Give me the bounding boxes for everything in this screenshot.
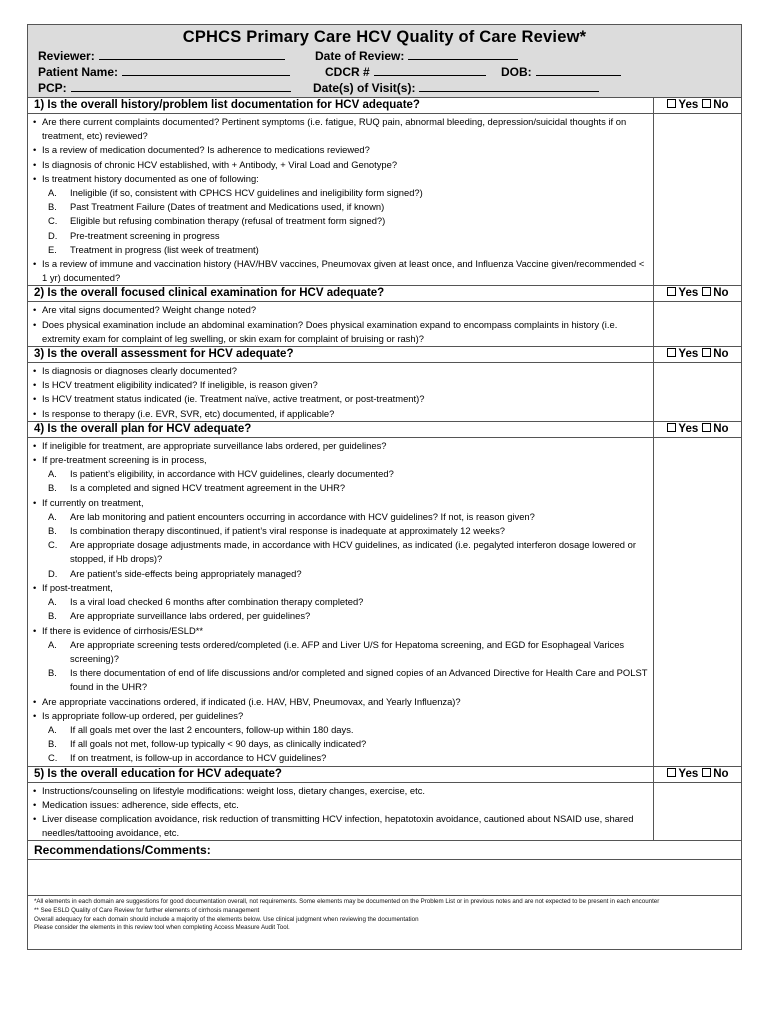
checklist-subitem: [33, 200, 649, 214]
no-checkbox[interactable]: [702, 99, 711, 108]
checklist-subitem: [33, 229, 649, 243]
subitem-letter: A.: [48, 510, 57, 522]
yes-checkbox[interactable]: [667, 99, 676, 108]
checklist-item: • If ineligible for treatment, are appropriate surveillance labs ordered, per guidelines?: [33, 439, 649, 453]
subitem-text: Are appropriate screening tests ordered/completed (i.e. AFP and Liver U/S for Hepatoma screening, and EGD for Esophageal Varices screening)?: [70, 638, 625, 664]
checklist: [28, 302, 654, 346]
subitem-letter: B.: [48, 201, 57, 213]
subitem-letter: C.: [48, 215, 58, 227]
question-row: [28, 422, 741, 438]
cdcr-label: CDCR #: [325, 65, 370, 79]
yes-checkbox[interactable]: [667, 287, 676, 296]
question-text: 1) Is the overall history/problem list documentation for HCV adequate?: [28, 98, 654, 113]
checklist-subitem: [33, 638, 649, 666]
checklist-item: • Is response to therapy (i.e. EVR, SVR, etc) documented, if applicable?: [33, 407, 649, 421]
checklist-item: • Does physical examination include an abdominal examination? Does physical examination expand to encompass complaints in history (i.e. extremity exam for complaint of leg swelling, or skin exam for complaint of bruising or rash)?: [33, 318, 649, 346]
footnote: ** See ESLD Quality of Care Review for further elements of cirrhosis management: [34, 906, 260, 914]
checklist-item: • Liver disease complication avoidance, risk reduction of transmitting HCV infection, hepatotoxin avoidance, cautioned about NSAID use, shared needles/tattooing avoidance, etc.: [33, 812, 649, 840]
section-body: [28, 302, 741, 347]
subitem-letter: D.: [48, 567, 58, 579]
answer-column: [654, 363, 741, 421]
yes-label: Yes: [678, 767, 699, 780]
no-checkbox[interactable]: [702, 348, 711, 357]
section-4: [28, 422, 741, 767]
subitem-letter: A.: [48, 468, 57, 480]
checklist-item: • Is a review of immune and vaccination history (HAV/HBV vaccines, Pneumovax given at least once, and Influenza Vaccine given/recommended < 1 yr) documented?: [33, 257, 649, 285]
checklist-subitem: [33, 214, 649, 228]
subitem-text: Are appropriate dosage adjustments made, in accordance with HCV guidelines, as indicated (i.e. pegalyted interferon dosage lowered or stopped, if Hb drops)?: [70, 539, 636, 565]
yes-no-group: [654, 767, 741, 782]
subitem-text: If all goals not met, follow-up typically < 90 days, as clinically indicated?: [70, 738, 367, 750]
no-checkbox[interactable]: [702, 423, 711, 432]
subitem-letter: D.: [48, 229, 58, 241]
no-label: No: [713, 287, 729, 300]
form-header: [28, 25, 741, 98]
yes-label: Yes: [678, 287, 699, 300]
yes-no-group: [654, 98, 741, 113]
yes-label: Yes: [678, 348, 699, 361]
checklist-item: • Is a review of medication documented? Is adherence to medications reviewed?: [33, 143, 649, 157]
no-label: No: [713, 348, 729, 361]
checklist-item: • If post-treatment,: [33, 581, 649, 595]
checklist-item: • If pre-treatment screening is in process,: [33, 453, 649, 467]
footnote: Please consider the elements in this review tool when completing Access Measure Audit Tool.: [34, 924, 290, 932]
yes-checkbox[interactable]: [667, 348, 676, 357]
section-body: [28, 114, 741, 286]
checklist: [28, 438, 654, 766]
checklist: [28, 114, 654, 285]
no-label: No: [713, 767, 729, 780]
checklist-item: • Medication issues: adherence, side effects, etc.: [33, 798, 649, 812]
checklist-subitem: [33, 723, 649, 737]
date-of-review-field[interactable]: [315, 48, 518, 63]
question-text: 4) Is the overall plan for HCV adequate?: [28, 422, 654, 437]
section-body: [28, 783, 741, 842]
yes-checkbox[interactable]: [667, 768, 676, 777]
recommendations-label: Recommendations/Comments:: [28, 841, 741, 860]
checklist-item: • Is diagnosis of chronic HCV established, with + Antibody, + Viral Load and Genotype?: [33, 158, 649, 172]
question-text: 3) Is the overall assessment for HCV adequate?: [28, 347, 654, 362]
checklist: [28, 783, 654, 841]
checklist-item: • Is treatment history documented as one of following:: [33, 172, 649, 186]
checklist-item: • Are appropriate vaccinations ordered, if indicated (i.e. HAV, HBV, Pneumovax, and Yearly Influenza)?: [33, 695, 649, 709]
footnotes: [28, 896, 741, 932]
checklist-subitem: [33, 666, 649, 694]
subitem-letter: A.: [48, 638, 57, 650]
subitem-text: Are lab monitoring and patient encounters occurring in accordance with HCV guidelines? If not, is reason given?: [70, 510, 535, 522]
subitem-text: If all goals met over the last 2 encounters, follow-up within 180 days.: [70, 723, 354, 735]
subitem-letter: E.: [48, 243, 57, 255]
subitem-letter: B.: [48, 610, 57, 622]
date-of-review-label: Date of Review:: [315, 49, 405, 63]
section-2: [28, 286, 741, 347]
section-body: [28, 363, 741, 422]
checklist-item: • Are there current complaints documented? Pertinent symptoms (i.e. fatigue, RUQ pain, abnormal bleeding, depression/suicidal thoughts if on treatment, etc) reviewed?: [33, 115, 649, 143]
no-label: No: [713, 99, 729, 111]
checklist-item: • Is HCV treatment status indicated (ie. Treatment naïve, active treatment, or post-treatment)?: [33, 392, 649, 406]
subitem-text: Are patient’s side-effects being appropriately managed?: [70, 567, 302, 579]
cdcr-field[interactable]: [325, 64, 486, 79]
section-1: [28, 98, 741, 286]
subitem-letter: A.: [48, 596, 57, 608]
review-form: [27, 24, 742, 950]
yes-no-group: [654, 422, 741, 437]
yes-label: Yes: [678, 422, 699, 435]
subitem-text: Treatment in progress (list week of treatment): [70, 243, 259, 255]
section-body: [28, 438, 741, 767]
subitem-text: Are appropriate surveillance labs ordered, per guidelines?: [70, 610, 311, 622]
question-text: 5) Is the overall education for HCV adequate?: [28, 767, 654, 782]
checklist-item: • Is diagnosis or diagnoses clearly documented?: [33, 364, 649, 378]
answer-column: [654, 302, 741, 346]
question-text: 2) Is the overall focused clinical examination for HCV adequate?: [28, 286, 654, 301]
yes-checkbox[interactable]: [667, 423, 676, 432]
answer-column: [654, 438, 741, 766]
checklist-subitem: [33, 467, 649, 481]
subitem-letter: B.: [48, 482, 57, 494]
patient-name-label: Patient Name:: [38, 65, 119, 79]
checklist-subitem: [33, 595, 649, 609]
yes-label: Yes: [678, 99, 699, 111]
question-row: [28, 347, 741, 363]
pcp-label: PCP:: [38, 81, 67, 95]
subitem-letter: C.: [48, 752, 58, 764]
no-checkbox[interactable]: [702, 287, 711, 296]
answer-column: [654, 114, 741, 285]
checklist-subitem: [33, 751, 649, 765]
dates-of-visits-label: Date(s) of Visit(s):: [313, 81, 416, 95]
checklist-item: • Instructions/counseling on lifestyle modifications: weight loss, dietary changes, exercise, etc.: [33, 784, 649, 798]
pcp-field[interactable]: [38, 80, 291, 95]
subitem-text: Eligible but refusing combination therapy (refusal of treatment form signed?): [70, 215, 386, 227]
subitem-text: Is patient’s eligibility, in accordance with HCV guidelines, clearly documented?: [70, 468, 394, 480]
checklist-subitem: [33, 538, 649, 566]
checklist-item: • Are vital signs documented? Weight change noted?: [33, 303, 649, 317]
yes-no-group: [654, 286, 741, 301]
form-title: CPHCS Primary Care HCV Quality of Care Review*: [182, 28, 587, 46]
reviewer-label: Reviewer:: [38, 49, 95, 63]
checklist-subitem: [33, 737, 649, 751]
section-5: [28, 767, 741, 842]
footnote: *All elements in each domain are suggestions for good documentation overall, not requirements. Some elements may be documented on the Problem List or in previous notes and are not expected to be present in each encounter: [34, 898, 660, 906]
section-3: [28, 347, 741, 422]
subitem-text: Is combination therapy discontinued, if patient’s viral response is inadequate at approximately 12 weeks?: [70, 525, 505, 537]
subitem-text: If on treatment, is follow-up in accordance to HCV guidelines?: [70, 752, 327, 764]
checklist-subitem: [33, 481, 649, 495]
checklist-item: • Is HCV treatment eligibility indicated? If ineligible, is reason given?: [33, 378, 649, 392]
question-row: [28, 286, 741, 302]
no-label: No: [713, 422, 729, 435]
checklist-item: • If there is evidence of cirrhosis/ESLD**: [33, 624, 649, 638]
review-sections: [28, 98, 741, 841]
question-row: [28, 767, 741, 783]
question-row: [28, 98, 741, 114]
checklist-subitem: [33, 243, 649, 257]
subitem-text: Is a viral load checked 6 months after combination therapy completed?: [70, 596, 364, 608]
no-checkbox[interactable]: [702, 768, 711, 777]
subitem-text: Is a completed and signed HCV treatment agreement in the UHR?: [70, 482, 346, 494]
checklist-subitem: [33, 510, 649, 524]
subitem-letter: A.: [48, 723, 57, 735]
checklist-subitem: [33, 186, 649, 200]
subitem-letter: C.: [48, 539, 58, 551]
answer-column: [654, 783, 741, 841]
subitem-text: Past Treatment Failure (Dates of treatment and Medications used, if known): [70, 201, 385, 213]
patient-name-field[interactable]: [38, 64, 290, 79]
dob-field[interactable]: [501, 64, 621, 79]
reviewer-field[interactable]: [38, 48, 285, 63]
subitem-text: Is there documentation of end of life discussions and/or completed and signed copies of an Advanced Directive for Health Care and POLST found in the UHR?: [70, 667, 648, 693]
checklist-item: • If currently on treatment,: [33, 496, 649, 510]
dob-label: DOB:: [501, 65, 532, 79]
footnote: Overall adequacy for each domain should include a majority of the elements below. Use clinical judgment when reviewing the documentation: [34, 915, 419, 923]
yes-no-group: [654, 347, 741, 362]
recommendations-comments-area[interactable]: [28, 860, 741, 896]
subitem-letter: B.: [48, 667, 57, 679]
dates-of-visits-field[interactable]: [313, 80, 599, 95]
checklist-subitem: [33, 567, 649, 581]
subitem-text: Ineligible (if so, consistent with CPHCS HCV guidelines and ineligibility form signed?): [70, 187, 423, 199]
checklist-subitem: [33, 609, 649, 623]
subitem-letter: B.: [48, 738, 57, 750]
subitem-letter: B.: [48, 525, 57, 537]
checklist-item: • Is appropriate follow-up ordered, per guidelines?: [33, 709, 649, 723]
subitem-text: Pre-treatment screening in progress: [70, 229, 220, 241]
subitem-letter: A.: [48, 187, 57, 199]
checklist: [28, 363, 654, 421]
checklist-subitem: [33, 524, 649, 538]
